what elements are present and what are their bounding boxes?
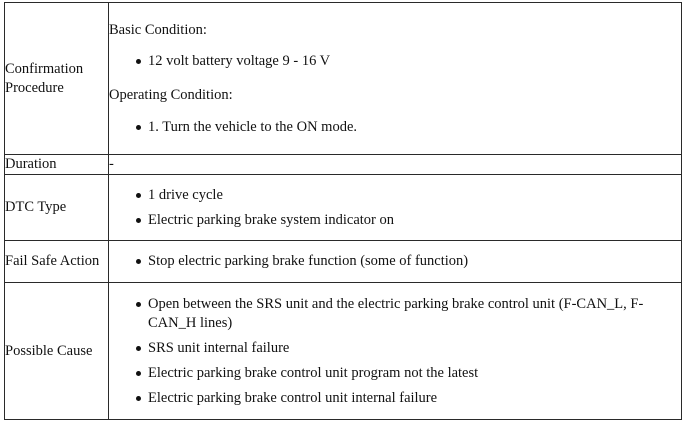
list-item: Open between the SRS unit and the electric parking brake control unit (F-CAN_L, F-CAN_H lines) <box>109 295 681 333</box>
bullet-icon <box>136 59 141 64</box>
operating-condition-list <box>109 118 681 137</box>
dtc-type-list <box>109 186 681 230</box>
bullet-icon <box>136 371 141 376</box>
list-item: Electric parking brake control unit program not the latest <box>109 364 681 383</box>
dtc-spec-table <box>4 2 682 420</box>
row-content <box>109 175 682 241</box>
row-dtc-type <box>5 175 682 241</box>
row-possible-cause <box>5 283 682 420</box>
basic-condition-list <box>109 52 681 71</box>
row-duration <box>5 155 682 175</box>
row-label: DTC Type <box>5 175 109 241</box>
bullet-icon <box>136 193 141 198</box>
bullet-icon <box>136 396 141 401</box>
list-item: SRS unit internal failure <box>109 339 681 358</box>
row-content <box>109 241 682 283</box>
operating-condition-heading: Operating Condition: <box>109 86 233 103</box>
list-item: Electric parking brake control unit internal failure <box>109 389 681 408</box>
basic-condition-heading: Basic Condition: <box>109 21 207 38</box>
row-label: Confirmation Procedure <box>5 3 109 155</box>
bullet-icon <box>136 302 141 307</box>
list-item: 1. Turn the vehicle to the ON mode. <box>109 118 681 137</box>
duration-value: - <box>109 155 682 175</box>
row-confirmation-procedure <box>5 3 682 155</box>
bullet-icon <box>136 259 141 264</box>
row-content <box>109 283 682 420</box>
row-content <box>109 3 682 155</box>
row-fail-safe-action <box>5 241 682 283</box>
list-item: 12 volt battery voltage 9 - 16 V <box>109 52 681 71</box>
list-item: Stop electric parking brake function (some of function) <box>109 252 681 271</box>
row-label: Possible Cause <box>5 283 109 420</box>
list-item: 1 drive cycle <box>109 186 681 205</box>
possible-cause-list <box>109 295 681 408</box>
row-label: Duration <box>5 155 109 175</box>
bullet-icon <box>136 218 141 223</box>
row-label: Fail Safe Action <box>5 241 109 283</box>
fail-safe-list <box>109 252 681 271</box>
bullet-icon <box>136 346 141 351</box>
bullet-icon <box>136 125 141 130</box>
list-item: Electric parking brake system indicator on <box>109 211 681 230</box>
